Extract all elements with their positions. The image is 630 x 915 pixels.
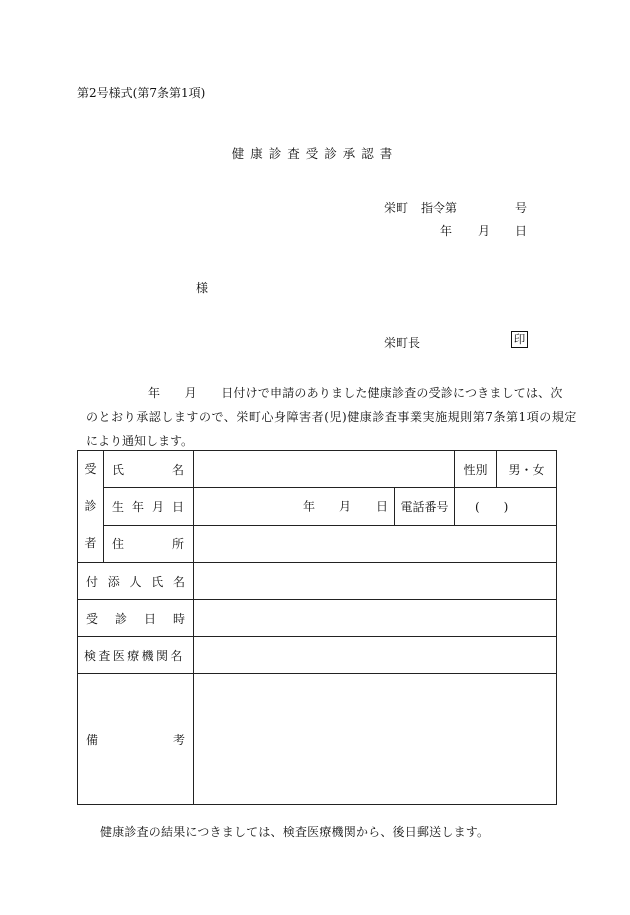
remarks-label-char: 備 xyxy=(86,732,99,747)
birth-label-char: 日 xyxy=(171,499,184,514)
birthdate-row xyxy=(78,488,557,525)
remarks-row xyxy=(78,674,557,805)
document-title: 健康診査受診承認書 xyxy=(231,146,399,161)
number-unit: 号 xyxy=(515,201,528,215)
name-row xyxy=(78,451,557,488)
exam-datetime-row xyxy=(78,600,557,637)
gender-label: 性別 xyxy=(455,451,497,488)
institution-label: 検査医療機関名 xyxy=(84,648,185,663)
birth-year-unit: 年 xyxy=(303,499,316,514)
phone-field[interactable] xyxy=(455,488,557,525)
birth-month-unit: 月 xyxy=(339,499,352,514)
name-label-char: 氏 xyxy=(112,462,125,477)
town-chief: 栄町長 xyxy=(384,336,421,350)
birth-label-char: 生 xyxy=(112,499,125,514)
issue-day: 日 xyxy=(515,224,528,238)
directive-label: 指令第 xyxy=(421,201,458,215)
address-label-cell xyxy=(104,525,194,562)
examinee-label-cell xyxy=(78,451,104,563)
body-line-1: 年 月 日付けで申請のありました健康診査の受診につきましては、次 xyxy=(148,386,563,400)
examinee-char: 診 xyxy=(84,499,97,513)
attendant-label-char: 氏 xyxy=(151,574,164,589)
form-number: 第2号様式(第7条第1項) xyxy=(77,86,206,100)
issue-month: 月 xyxy=(478,224,491,238)
name-field[interactable] xyxy=(194,451,455,488)
exam-datetime-char: 診 xyxy=(114,611,127,626)
address-label-char: 所 xyxy=(171,537,184,552)
birth-label-char: 年 xyxy=(131,499,144,514)
exam-datetime-char: 日 xyxy=(143,611,156,626)
birth-label-char: 月 xyxy=(151,499,164,514)
birthdate-label-cell xyxy=(104,488,194,525)
name-label-char: 名 xyxy=(171,462,184,477)
gender-value[interactable]: 男・女 xyxy=(497,451,557,488)
exam-datetime-char: 時 xyxy=(172,611,185,626)
exam-datetime-char: 受 xyxy=(86,611,99,626)
remarks-label-char: 考 xyxy=(172,732,185,747)
institution-row xyxy=(78,637,557,674)
issuer-town: 栄町 xyxy=(384,201,409,215)
attendant-label-char: 名 xyxy=(172,574,185,589)
name-label-cell xyxy=(104,451,194,488)
phone-label: 電話番号 xyxy=(395,488,455,525)
address-label-char: 住 xyxy=(112,537,125,552)
address-row xyxy=(78,525,557,562)
body-line-2: のとおり承認しますので、栄町心身障害者(児)健康診査事業実施規則第7条第1項の規定 xyxy=(86,410,577,424)
attendant-row xyxy=(78,563,557,600)
remarks-label-cell xyxy=(78,674,194,805)
birth-day-unit: 日 xyxy=(376,499,389,514)
seal-mark: 印 xyxy=(511,331,528,348)
birthdate-field[interactable] xyxy=(194,488,395,525)
attendant-field[interactable] xyxy=(194,563,557,600)
exam-datetime-field[interactable] xyxy=(194,600,557,637)
body-paragraph xyxy=(86,381,577,453)
body-line-3: により通知します。 xyxy=(86,434,194,448)
attendant-label-char: 付 xyxy=(86,574,99,589)
examinee-char: 者 xyxy=(84,536,97,550)
phone-value: ( ) xyxy=(475,499,509,514)
exam-datetime-label-cell xyxy=(78,600,194,637)
remarks-field[interactable] xyxy=(194,674,557,805)
institution-field[interactable] xyxy=(194,637,557,674)
footer-note: 健康診査の結果につきましては、検査医療機関から、後日郵送します。 xyxy=(100,825,490,839)
attendant-label-char: 添 xyxy=(107,574,120,589)
addressee-honorific: 様 xyxy=(196,281,209,295)
address-field[interactable] xyxy=(194,525,557,562)
issue-year: 年 xyxy=(440,224,453,238)
attendant-label-char: 人 xyxy=(129,574,142,589)
institution-label-cell xyxy=(78,637,194,674)
approval-table xyxy=(77,450,557,805)
examinee-char: 受 xyxy=(84,462,97,476)
attendant-label-cell xyxy=(78,563,194,600)
